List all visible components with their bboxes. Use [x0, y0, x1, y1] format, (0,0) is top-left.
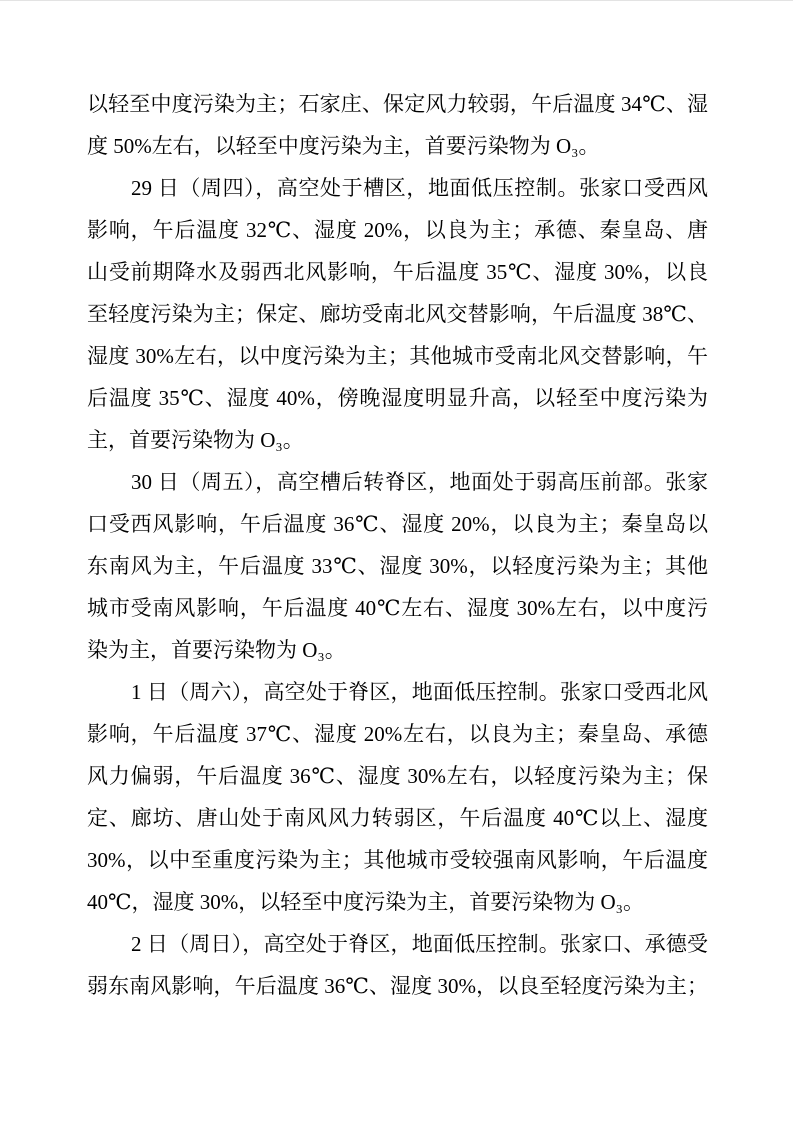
text-line: 影响，午后温度 32℃、湿度 20%，以良为主；承德、秦皇岛、唐: [87, 218, 708, 242]
text-line: 后温度 35℃、湿度 40%，傍晚湿度明显升高，以轻至中度污染为: [87, 386, 708, 410]
paragraph-day-29: [87, 167, 708, 461]
text-line: 40℃，湿度 30%，以轻至中度污染为主，首要污染物为 O₃。: [87, 890, 644, 914]
text-line: 口受西风影响，午后温度 36℃、湿度 20%，以良为主；秦皇岛以: [87, 512, 708, 536]
text-line: 湿度 30%左右，以中度污染为主；其他城市受南北风交替影响，午: [87, 344, 708, 368]
text-line: 至轻度污染为主；保定、廊坊受南北风交替影响，午后温度 38℃、: [87, 302, 708, 326]
text-line: 1 日（周六），高空处于脊区，地面低压控制。张家口受西北风: [131, 680, 708, 704]
text-line: 染为主，首要污染物为 O₃。: [87, 638, 346, 662]
text-line: 山受前期降水及弱西北风影响，午后温度 35℃、湿度 30%，以良: [87, 260, 708, 284]
text-line: 东南风为主，午后温度 33℃、湿度 30%，以轻度污染为主；其他: [87, 554, 708, 578]
text-line: 2 日（周日），高空处于脊区，地面低压控制。张家口、承德受: [131, 932, 708, 956]
text-line: 城市受南风影响，午后温度 40℃左右、湿度 30%左右，以中度污: [87, 596, 708, 620]
text-line: 影响，午后温度 37℃、湿度 20%左右，以良为主；秦皇岛、承德: [87, 722, 708, 746]
paragraph-continuation: [87, 83, 708, 167]
text-line: 以轻至中度污染为主；石家庄、保定风力较弱，午后温度 34℃、湿: [87, 92, 708, 116]
paragraph-day-30: [87, 461, 708, 671]
text-line: 29 日（周四），高空处于槽区，地面低压控制。张家口受西风: [131, 176, 708, 200]
text-line: 风力偏弱，午后温度 36℃、湿度 30%左右，以轻度污染为主；保: [87, 764, 708, 788]
text-line: 30%，以中至重度污染为主；其他城市受较强南风影响，午后温度: [87, 848, 708, 872]
text-line: 30 日（周五），高空槽后转脊区，地面处于弱高压前部。张家: [131, 470, 708, 494]
text-line: 度 50%左右，以轻至中度污染为主，首要污染物为 O₃。: [87, 134, 600, 158]
text-line: 弱东南风影响，午后温度 36℃、湿度 30%，以良至轻度污染为主；: [87, 974, 708, 998]
text-line: 主，首要污染物为 O₃。: [87, 428, 304, 452]
text-line: 定、廊坊、唐山处于南风风力转弱区，午后温度 40℃以上、湿度: [87, 806, 708, 830]
document-body: [87, 83, 708, 1007]
paragraph-day-2: [87, 923, 708, 1007]
paragraph-day-1: [87, 671, 708, 923]
